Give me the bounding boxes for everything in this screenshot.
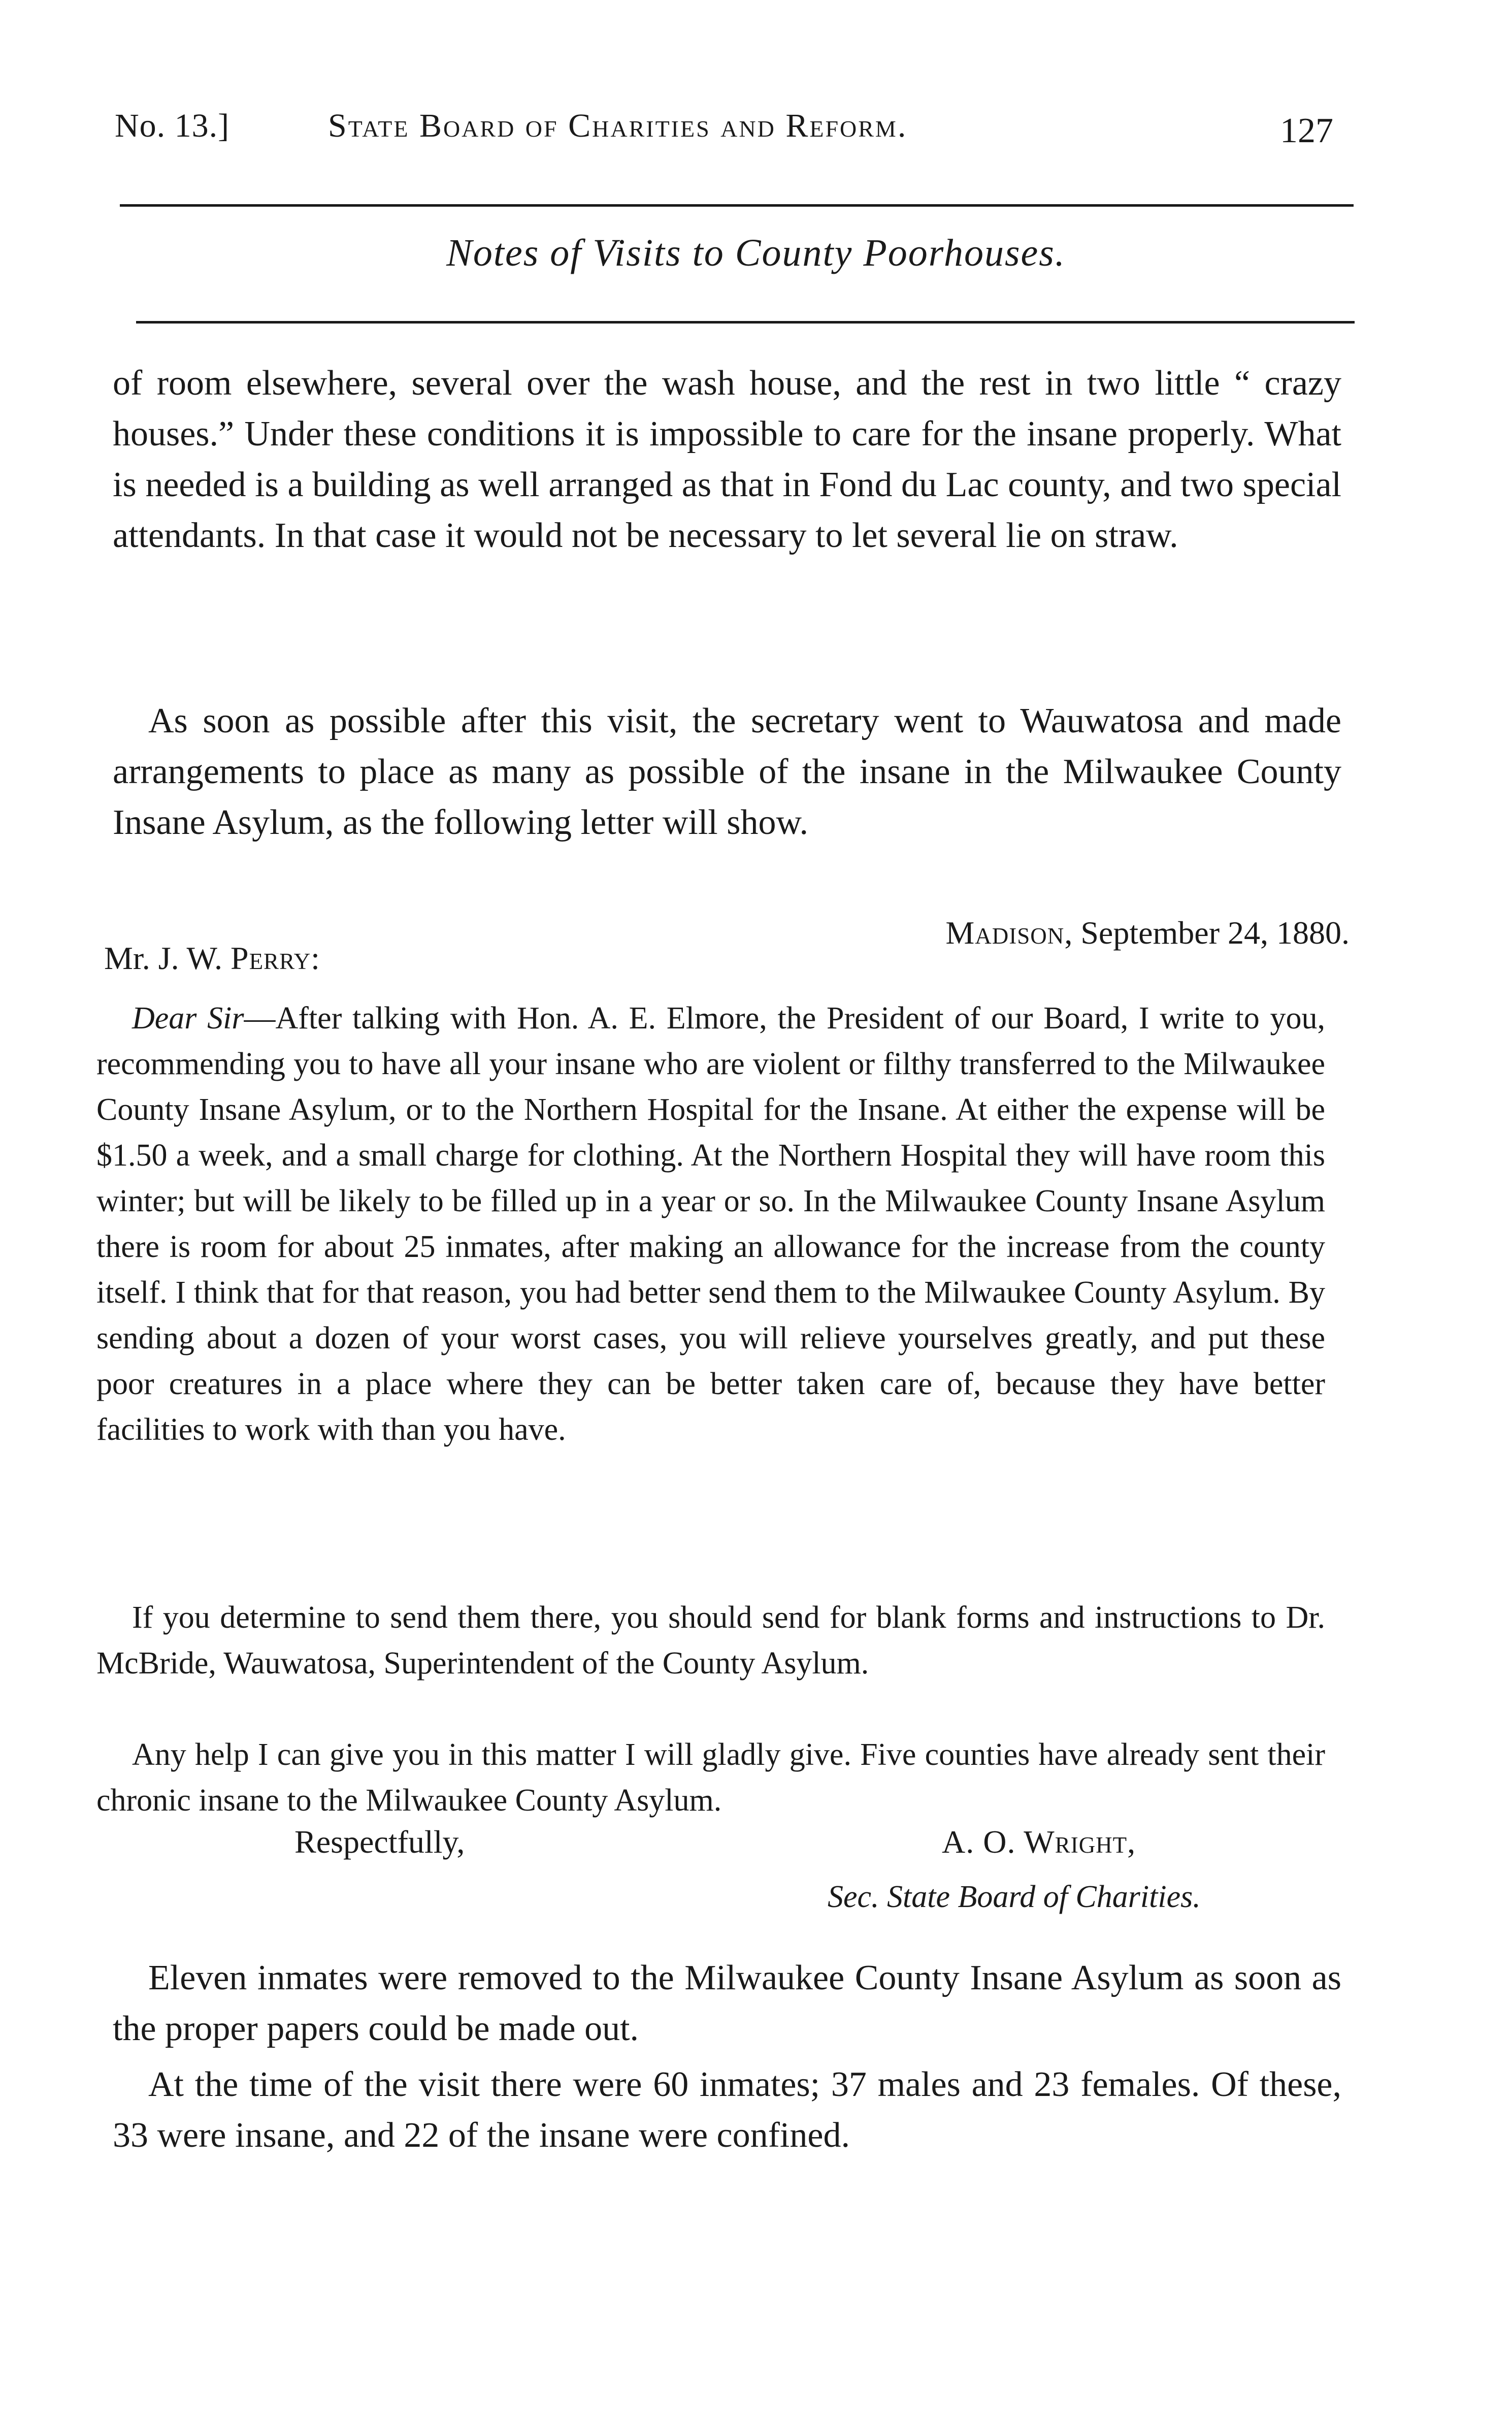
running-head [115,107,1354,163]
paragraph-text: Eleven inmates were removed to the Milwaukee County Insane Asylum as soon as the proper papers could be made out. [113,1958,1341,2048]
addressee-suffix: : [311,940,320,976]
letter-salutation: Dear Sir [132,1001,244,1036]
letter-dateline [945,914,1350,952]
letter-date: , September 24, 1880. [1064,915,1350,951]
letter-addressee [104,940,320,977]
letter-paragraph-text: Any help I can give you in this matter I will gladly give. Five counties have already sent their chronic insane to the Milwaukee County Asylum. [96,1737,1325,1818]
running-head-title: State Board of Charities and Reform. [328,107,908,144]
letter-paragraph-text: If you determine to send them there, you should send for blank forms and instructions to Dr. McBride, Wauwatosa, Superintendent of the County Asylum. [96,1600,1325,1681]
paragraph-secretary-visit [113,696,1341,848]
addressee-prefix: Mr. J. W. [104,940,231,976]
letter-signer: A. O. Wright, [942,1824,1136,1860]
letter-paragraph-help [96,1732,1325,1823]
letter-signer-title: Sec. State Board of Charities. [828,1880,1201,1914]
paragraph-text: At the time of the visit there were 60 inmates; 37 males and 23 females. Of these, 33 were insane, and 22 of the insane were confined. [113,2065,1341,2155]
paragraph-inmates-removed [113,1953,1341,2054]
paragraph-continued [113,358,1341,561]
page-number: 127 [1280,111,1333,150]
paragraph-inmate-count [113,2059,1341,2161]
letter-paragraph-instructions [96,1595,1325,1686]
section-title: Notes of Visits to County Poorhouses. [446,232,1066,274]
paragraph-text: of room elsewhere, several over the wash house, and the rest in two little “ crazy houses.” Under these conditions it is impossible to care for the insane properly. What is needed is a building as well arranged as that in Fond du Lac county, and two special attendants. In that case it would not be necessary to let several lie on straw. [113,364,1341,555]
addressee-name: Perry [230,940,311,976]
letter-paragraph [96,995,1325,1452]
letter-paragraph-text: —After talking with Hon. A. E. Elmore, the President of our Board, I write to you, recommending you to have all your insane who are violent or filthy transferred to the Milwaukee County Insane Asylum, or to the Northern Hospital for the Insane. At either the expense will be $1.50 a week, and a small charge for clothing. At the Northern Hospital they will have room this winter; but will be likely to be filled up in a year or so. In the Milwaukee County Insane Asylum there is room for about 25 inmates, after making an allowance for the increase from the county itself. I think that for that reason, you had better send them to the Milwaukee County Asylum. By sending about a dozen of your worst cases, you will relieve yourselves greatly, and put these poor creatures in a place where they can be better taken care of, because they have better facilities to work with than you have. [96,1001,1325,1447]
document-number: No. 13.] [115,107,230,144]
paragraph-text: As soon as possible after this visit, the secretary went to Wauwatosa and made arrangements to place as many as possible of the insane in the Milwaukee County Insane Asylum, as the following letter will show. [113,701,1341,842]
letter-place: Madison [945,915,1065,951]
letter-closing: Respectfully, [294,1824,465,1860]
top-rule [120,204,1354,207]
letter-body [96,995,1325,1452]
bottom-rule [136,321,1355,324]
